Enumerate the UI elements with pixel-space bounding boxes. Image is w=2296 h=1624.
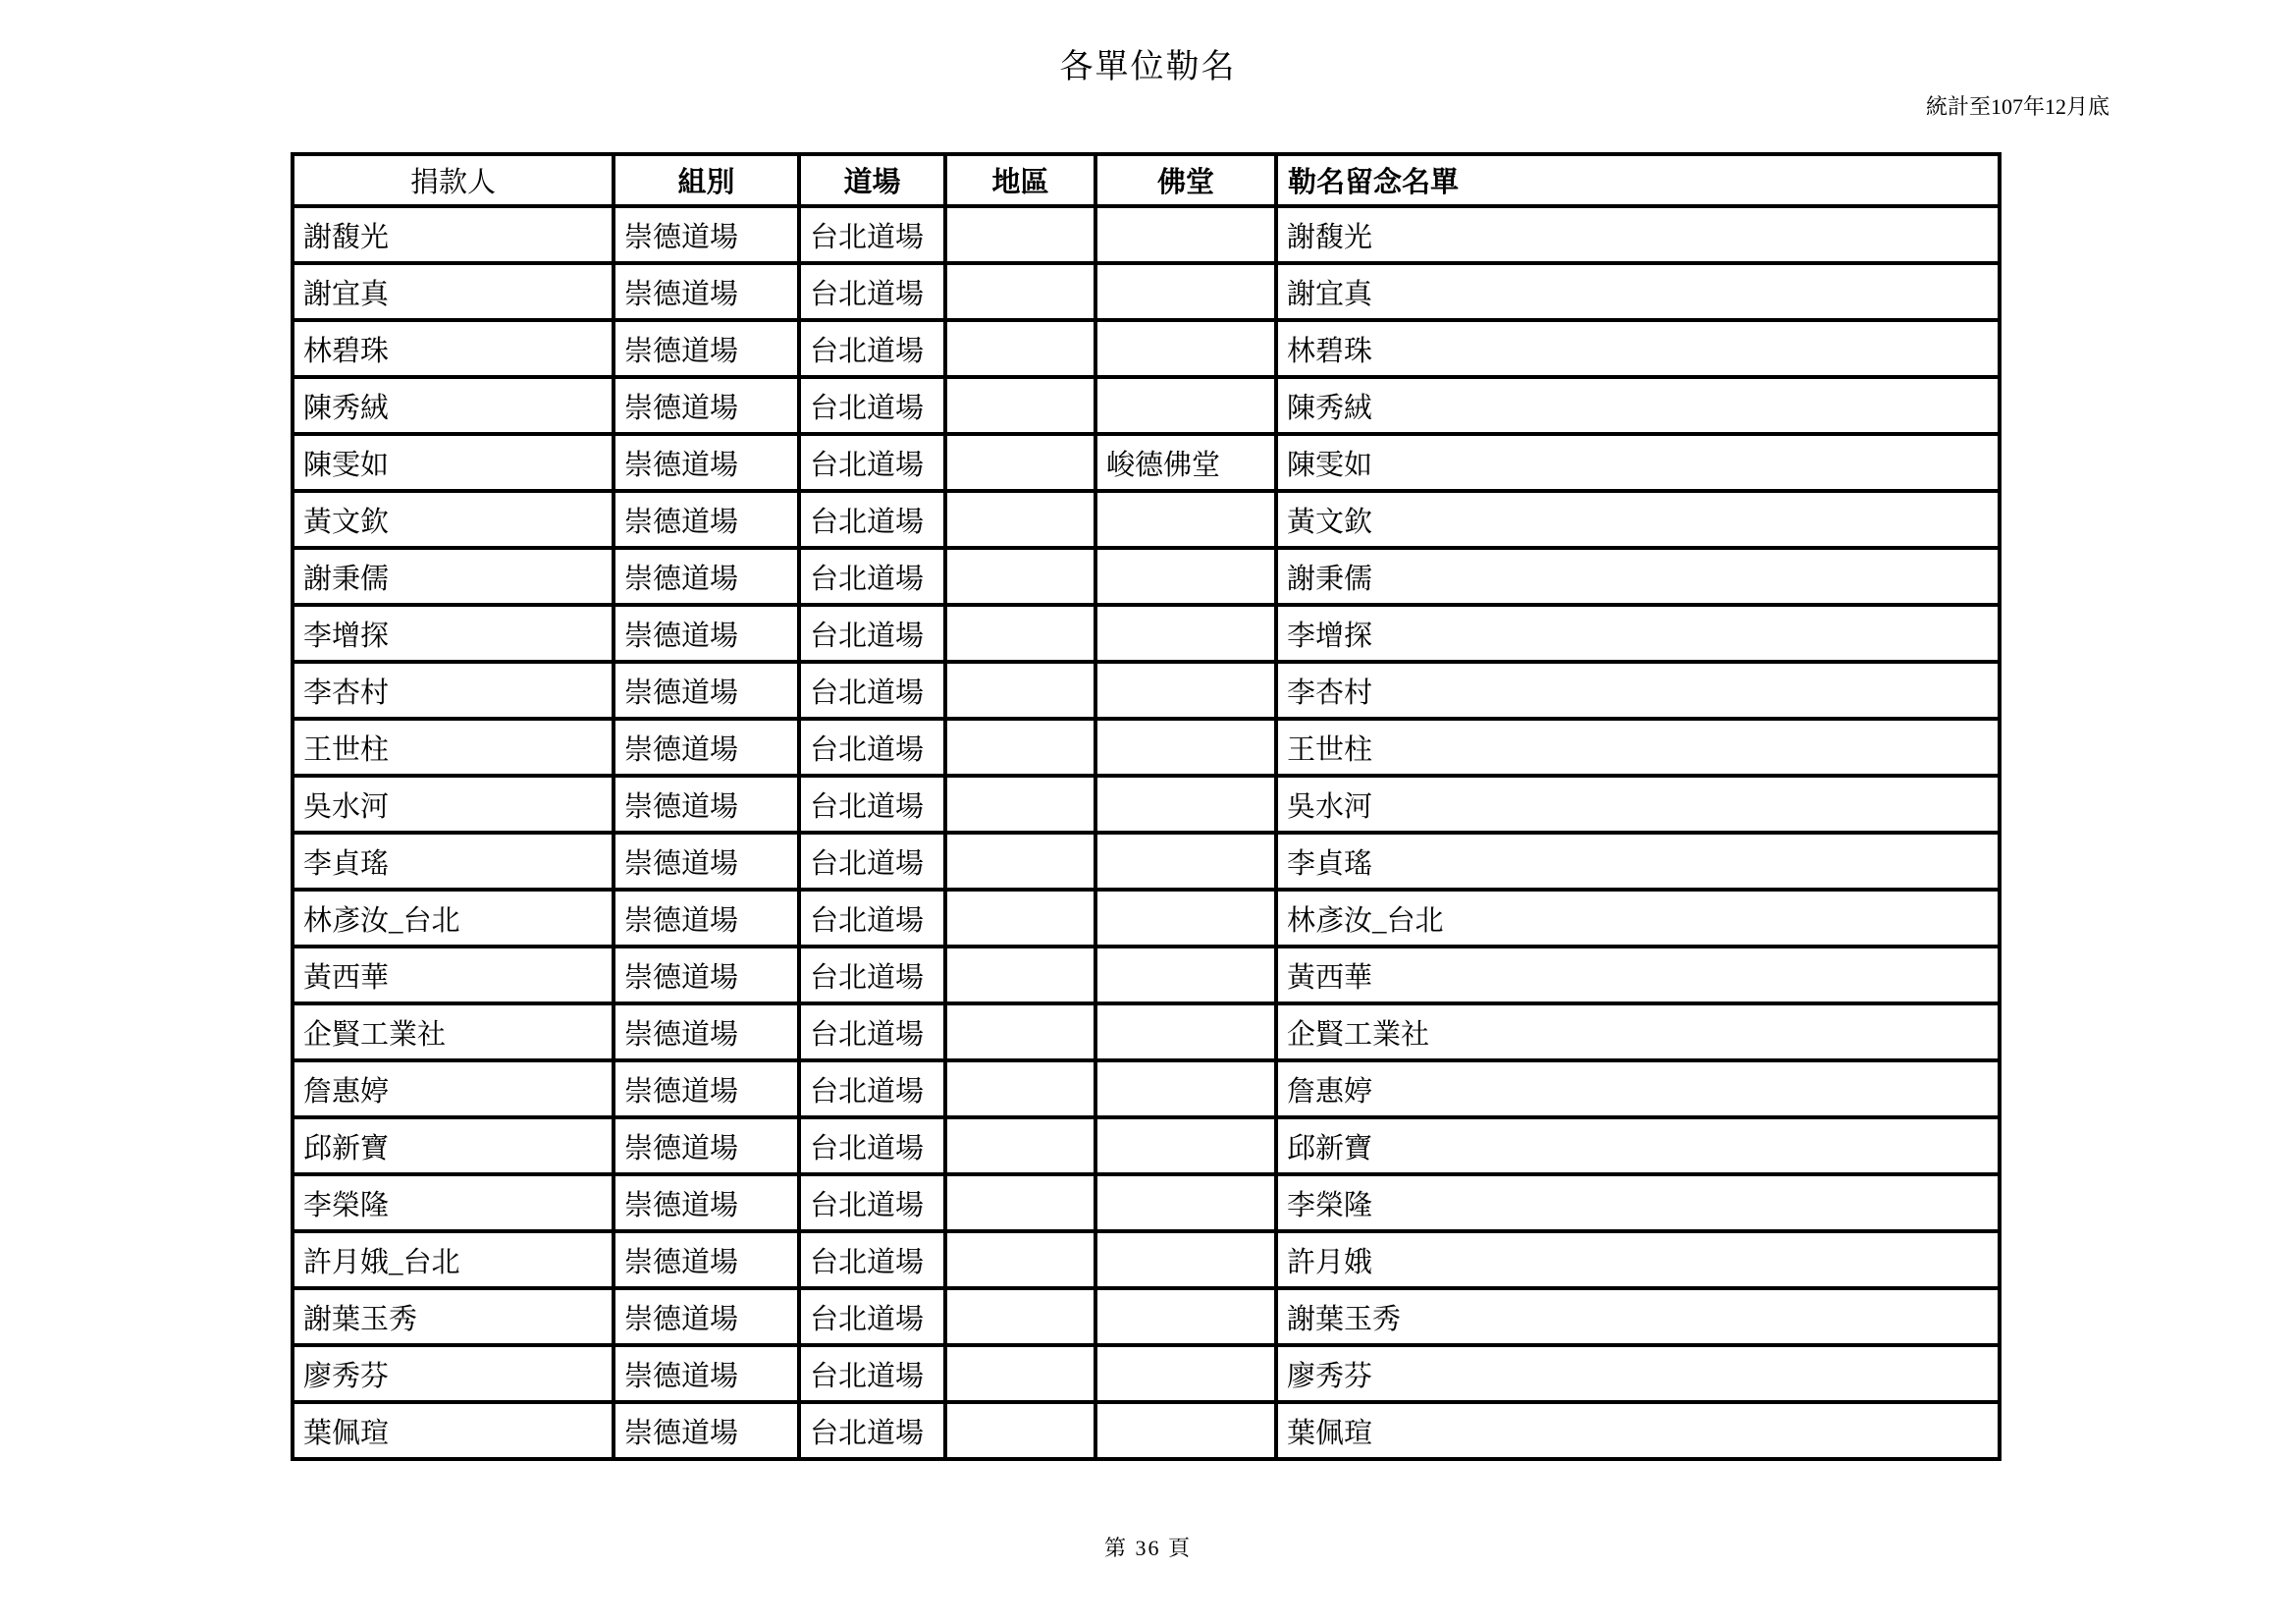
group-cell: 崇德道場 <box>614 662 799 719</box>
donor-cell: 謝秉儒 <box>293 548 614 605</box>
donor-cell: 李貞瑤 <box>293 833 614 890</box>
memorial-cell: 吳水河 <box>1276 776 2000 833</box>
memorial-cell: 廖秀芬 <box>1276 1345 2000 1402</box>
memorial-cell: 林彥汝_台北 <box>1276 890 2000 947</box>
group-cell: 崇德道場 <box>614 1060 799 1117</box>
group-cell: 崇德道場 <box>614 548 799 605</box>
daochang-cell: 台北道場 <box>799 320 945 377</box>
temple-cell: 峻德佛堂 <box>1095 434 1276 491</box>
col-header-temple: 佛堂 <box>1095 154 1276 206</box>
temple-cell <box>1095 833 1276 890</box>
donor-cell: 李增探 <box>293 605 614 662</box>
area-cell <box>945 1402 1095 1459</box>
table-row <box>293 1174 2000 1231</box>
temple-cell <box>1095 1174 1276 1231</box>
temple-cell <box>1095 947 1276 1003</box>
area-cell <box>945 1288 1095 1345</box>
donor-cell: 詹惠婷 <box>293 1060 614 1117</box>
page-number: 第 36 頁 <box>1103 1536 1192 1560</box>
table-row <box>293 662 2000 719</box>
daochang-cell: 台北道場 <box>799 1402 945 1459</box>
temple-cell <box>1095 605 1276 662</box>
area-cell <box>945 719 1095 776</box>
table-row <box>293 1402 2000 1459</box>
table-row <box>293 320 2000 377</box>
table-row <box>293 605 2000 662</box>
memorial-cell: 謝馥光 <box>1276 206 2000 263</box>
memorial-cell: 陳秀絨 <box>1276 377 2000 434</box>
memorial-cell: 王世柱 <box>1276 719 2000 776</box>
temple-cell <box>1095 1288 1276 1345</box>
daochang-cell: 台北道場 <box>799 263 945 320</box>
temple-cell <box>1095 320 1276 377</box>
area-cell <box>945 377 1095 434</box>
donor-cell: 許月娥_台北 <box>293 1231 614 1288</box>
table-row <box>293 263 2000 320</box>
area-cell <box>945 263 1095 320</box>
area-cell <box>945 1060 1095 1117</box>
col-header-donor: 捐款人 <box>293 154 614 206</box>
memorial-cell: 許月娥 <box>1276 1231 2000 1288</box>
memorial-cell: 企賢工業社 <box>1276 1003 2000 1060</box>
memorial-cell: 李杏村 <box>1276 662 2000 719</box>
table-header <box>293 154 2000 206</box>
daochang-cell: 台北道場 <box>799 890 945 947</box>
table-row <box>293 434 2000 491</box>
area-cell <box>945 662 1095 719</box>
table-row <box>293 776 2000 833</box>
daochang-cell: 台北道場 <box>799 719 945 776</box>
area-cell <box>945 1117 1095 1174</box>
memorial-cell: 葉佩瑄 <box>1276 1402 2000 1459</box>
group-cell: 崇德道場 <box>614 206 799 263</box>
temple-cell <box>1095 377 1276 434</box>
table-body <box>293 206 2000 1459</box>
donor-cell: 王世柱 <box>293 719 614 776</box>
donor-cell: 陳雯如 <box>293 434 614 491</box>
group-cell: 崇德道場 <box>614 776 799 833</box>
temple-cell <box>1095 1231 1276 1288</box>
group-cell: 崇德道場 <box>614 1288 799 1345</box>
area-cell <box>945 1231 1095 1288</box>
daochang-cell: 台北道場 <box>799 1231 945 1288</box>
daochang-cell: 台北道場 <box>799 377 945 434</box>
daochang-cell: 台北道場 <box>799 776 945 833</box>
table-row <box>293 548 2000 605</box>
memorial-cell: 詹惠婷 <box>1276 1060 2000 1117</box>
col-header-daochang: 道場 <box>799 154 945 206</box>
table-row <box>293 206 2000 263</box>
table-row <box>293 1003 2000 1060</box>
group-cell: 崇德道場 <box>614 1003 799 1060</box>
temple-cell <box>1095 491 1276 548</box>
group-cell: 崇德道場 <box>614 719 799 776</box>
memorial-cell: 黃西華 <box>1276 947 2000 1003</box>
stat-date-note: 統計至107年12月底 <box>1925 94 2109 119</box>
daochang-cell: 台北道場 <box>799 491 945 548</box>
temple-cell <box>1095 662 1276 719</box>
table-row <box>293 1288 2000 1345</box>
temple-cell <box>1095 1402 1276 1459</box>
temple-cell <box>1095 776 1276 833</box>
daochang-cell: 台北道場 <box>799 947 945 1003</box>
daochang-cell: 台北道場 <box>799 1174 945 1231</box>
memorial-cell: 邱新寶 <box>1276 1117 2000 1174</box>
temple-cell <box>1095 1345 1276 1402</box>
memorial-cell: 李貞瑤 <box>1276 833 2000 890</box>
table-row <box>293 890 2000 947</box>
donor-cell: 林彥汝_台北 <box>293 890 614 947</box>
memorial-cell: 謝宜真 <box>1276 263 2000 320</box>
donor-cell: 企賢工業社 <box>293 1003 614 1060</box>
daochang-cell: 台北道場 <box>799 548 945 605</box>
donor-cell: 葉佩瑄 <box>293 1402 614 1459</box>
donor-cell: 黃文欽 <box>293 491 614 548</box>
table-row <box>293 1231 2000 1288</box>
table-row <box>293 491 2000 548</box>
table-row <box>293 833 2000 890</box>
donor-cell: 李杏村 <box>293 662 614 719</box>
area-cell <box>945 890 1095 947</box>
daochang-cell: 台北道場 <box>799 833 945 890</box>
table-row <box>293 1060 2000 1117</box>
table-row <box>293 377 2000 434</box>
area-cell <box>945 947 1095 1003</box>
area-cell <box>945 1174 1095 1231</box>
donor-cell: 黃西華 <box>293 947 614 1003</box>
memorial-cell: 黃文欽 <box>1276 491 2000 548</box>
group-cell: 崇德道場 <box>614 491 799 548</box>
area-cell <box>945 776 1095 833</box>
memorial-cell: 李榮隆 <box>1276 1174 2000 1231</box>
group-cell: 崇德道場 <box>614 890 799 947</box>
area-cell <box>945 320 1095 377</box>
group-cell: 崇德道場 <box>614 1402 799 1459</box>
donor-cell: 謝宜真 <box>293 263 614 320</box>
area-cell <box>945 206 1095 263</box>
temple-cell <box>1095 719 1276 776</box>
temple-cell <box>1095 1117 1276 1174</box>
donor-cell: 邱新寶 <box>293 1117 614 1174</box>
daochang-cell: 台北道場 <box>799 1117 945 1174</box>
area-cell <box>945 605 1095 662</box>
daochang-cell: 台北道場 <box>799 1345 945 1402</box>
area-cell <box>945 548 1095 605</box>
memorial-cell: 李增探 <box>1276 605 2000 662</box>
memorial-cell: 謝秉儒 <box>1276 548 2000 605</box>
temple-cell <box>1095 206 1276 263</box>
daochang-cell: 台北道場 <box>799 605 945 662</box>
donor-cell: 謝葉玉秀 <box>293 1288 614 1345</box>
donor-roster-table <box>291 152 2002 1461</box>
col-header-group: 組別 <box>614 154 799 206</box>
donor-cell: 陳秀絨 <box>293 377 614 434</box>
group-cell: 崇德道場 <box>614 1117 799 1174</box>
daochang-cell: 台北道場 <box>799 1003 945 1060</box>
donor-cell: 林碧珠 <box>293 320 614 377</box>
group-cell: 崇德道場 <box>614 263 799 320</box>
daochang-cell: 台北道場 <box>799 206 945 263</box>
temple-cell <box>1095 1003 1276 1060</box>
donor-cell: 廖秀芬 <box>293 1345 614 1402</box>
group-cell: 崇德道場 <box>614 1345 799 1402</box>
memorial-cell: 林碧珠 <box>1276 320 2000 377</box>
col-header-area: 地區 <box>945 154 1095 206</box>
memorial-cell: 陳雯如 <box>1276 434 2000 491</box>
daochang-cell: 台北道場 <box>799 662 945 719</box>
group-cell: 崇德道場 <box>614 605 799 662</box>
area-cell <box>945 434 1095 491</box>
table-row <box>293 947 2000 1003</box>
temple-cell <box>1095 890 1276 947</box>
temple-cell <box>1095 548 1276 605</box>
temple-cell <box>1095 263 1276 320</box>
daochang-cell: 台北道場 <box>799 1288 945 1345</box>
temple-cell <box>1095 1060 1276 1117</box>
area-cell <box>945 1003 1095 1060</box>
group-cell: 崇德道場 <box>614 320 799 377</box>
group-cell: 崇德道場 <box>614 434 799 491</box>
group-cell: 崇德道場 <box>614 377 799 434</box>
group-cell: 崇德道場 <box>614 1231 799 1288</box>
memorial-cell: 謝葉玉秀 <box>1276 1288 2000 1345</box>
group-cell: 崇德道場 <box>614 1174 799 1231</box>
donor-cell: 謝馥光 <box>293 206 614 263</box>
area-cell <box>945 491 1095 548</box>
daochang-cell: 台北道場 <box>799 1060 945 1117</box>
group-cell: 崇德道場 <box>614 833 799 890</box>
daochang-cell: 台北道場 <box>799 434 945 491</box>
donor-cell: 李榮隆 <box>293 1174 614 1231</box>
table-row <box>293 719 2000 776</box>
group-cell: 崇德道場 <box>614 947 799 1003</box>
page-title: 各單位勒名 <box>1059 49 1237 85</box>
col-header-memorial: 勒名留念名單 <box>1276 154 2000 206</box>
table-row <box>293 1117 2000 1174</box>
header-row <box>293 154 2000 206</box>
area-cell <box>945 1345 1095 1402</box>
donor-cell: 吳水河 <box>293 776 614 833</box>
area-cell <box>945 833 1095 890</box>
table-row <box>293 1345 2000 1402</box>
